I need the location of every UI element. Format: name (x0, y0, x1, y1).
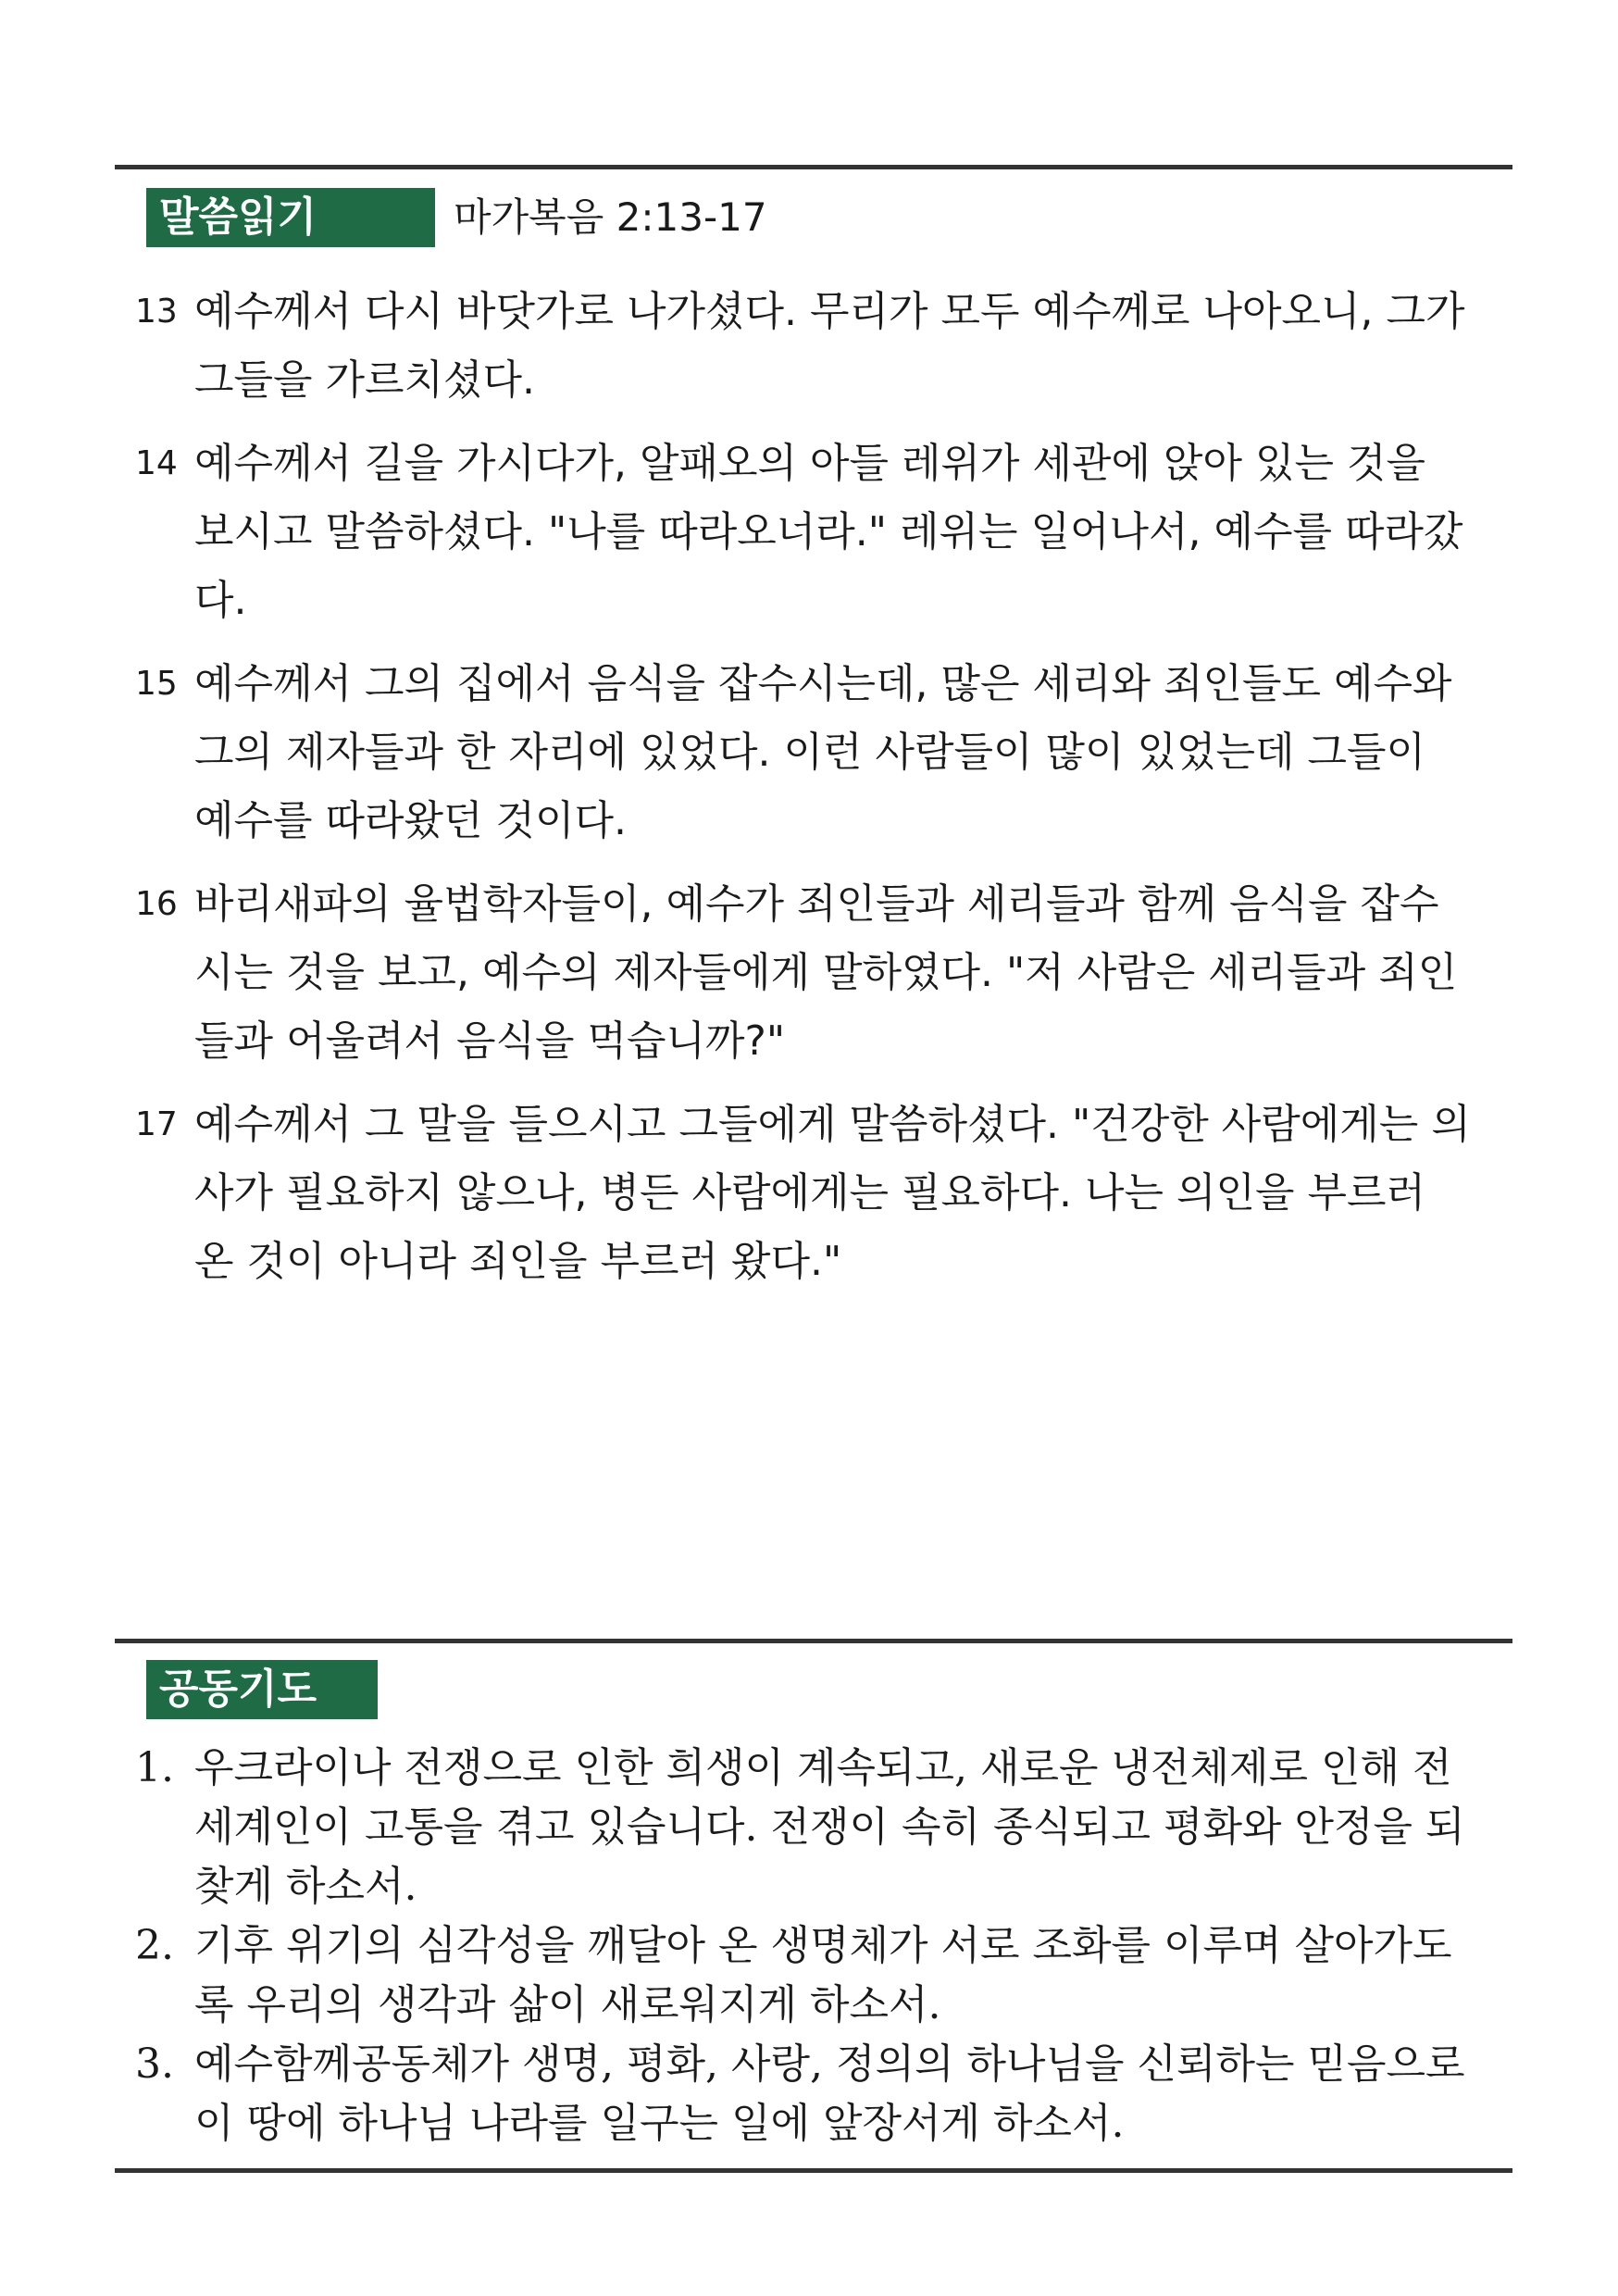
prayer-text: 예수함께공동체가 생명, 평화, 사랑, 정의의 하나님을 신뢰하는 믿음으로 이 땅에 하나님 나라를 일구는 일에 앞장서게 하소서. (194, 2040, 1465, 2147)
verse-number: 15 (135, 665, 178, 703)
reading-label: 말씀읽기 (146, 188, 435, 247)
verse-15 (135, 650, 1496, 855)
prayer-list (135, 1739, 1496, 2153)
prayer-number: 3. (135, 2040, 174, 2088)
prayer-number: 2. (135, 1922, 174, 1969)
verse-text: 바리새파의 율법학자들이, 예수가 죄인들과 세리들과 함께 음식을 잡수시는 것을 보고, 예수의 제자들에게 말하였다. "저 사람은 세리들과 죄인들과 어울려서 음식을 먹습니까?" (194, 880, 1458, 1065)
verse-list (135, 278, 1496, 1311)
verse-17 (135, 1091, 1496, 1296)
verse-16 (135, 870, 1496, 1076)
scripture-reference: 마가복음 2:13-17 (454, 194, 767, 240)
prayer-text: 우크라이나 전쟁으로 인한 희생이 계속되고, 새로운 냉전체제로 인해 전 세계인이 고통을 겪고 있습니다. 전쟁이 속히 종식되고 평화와 안정을 되찾게 하소서. (194, 1744, 1465, 1910)
prayer-number: 1. (135, 1744, 174, 1791)
verse-number: 17 (135, 1105, 178, 1143)
prayer-label: 공동기도 (146, 1660, 378, 1719)
verse-number: 13 (135, 293, 178, 331)
prayer-item-3 (135, 2035, 1496, 2153)
section-divider (115, 1639, 1512, 1643)
prayer-item-1 (135, 1739, 1496, 1916)
verse-text: 예수께서 그의 집에서 음식을 잡수시는데, 많은 세리와 죄인들도 예수와 그의 제자들과 한 자리에 있었다. 이런 사람들이 많이 있었는데 그들이 예수를 따라왔던 것이다. (194, 660, 1452, 844)
prayer-item-2 (135, 1916, 1496, 2035)
verse-text: 예수께서 길을 가시다가, 알패오의 아들 레위가 세관에 앉아 있는 것을 보시고 말씀하셨다. "나를 따라오너라." 레위는 일어나서, 예수를 따라갔다. (194, 440, 1463, 624)
prayer-text: 기후 위기의 심각성을 깨달아 온 생명체가 서로 조화를 이루며 살아가도록 우리의 생각과 삶이 새로워지게 하소서. (194, 1922, 1452, 2028)
verse-number: 14 (135, 444, 178, 482)
verse-number: 16 (135, 885, 178, 923)
top-divider (115, 165, 1512, 169)
bottom-divider (115, 2168, 1512, 2173)
verse-13 (135, 278, 1496, 415)
verse-14 (135, 430, 1496, 635)
verse-text: 예수께서 다시 바닷가로 나가셨다. 무리가 모두 예수께로 나아오니, 그가 그들을 가르치셨다. (194, 288, 1465, 404)
verse-text: 예수께서 그 말을 들으시고 그들에게 말씀하셨다. "건강한 사람에게는 의사가 필요하지 않으나, 병든 사람에게는 필요하다. 나는 의인을 부르러 온 것이 아니라 죄인을 부르러 왔다." (194, 1101, 1471, 1285)
